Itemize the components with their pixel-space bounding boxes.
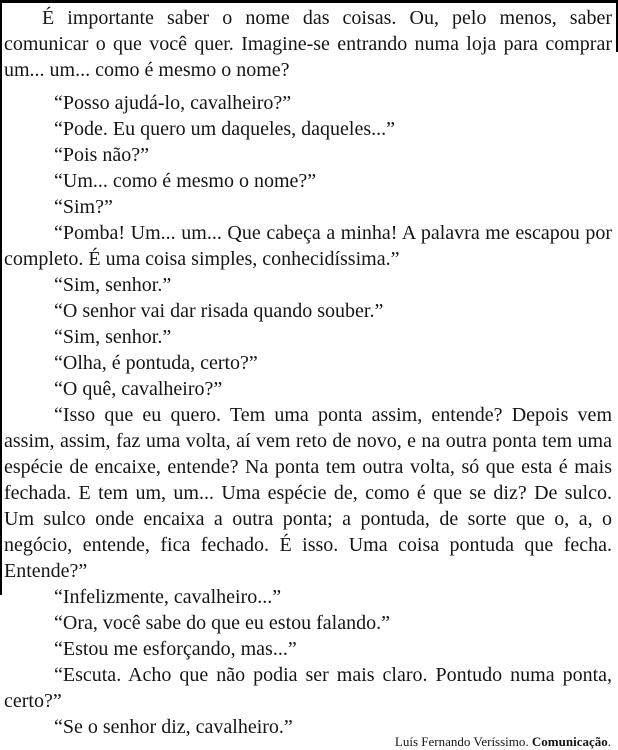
attribution-title: Comunicação	[531, 734, 608, 749]
intro-paragraph: É importante saber o nome das coisas. Ou, pelo menos, saber comunicar o que você quer. Imagine-se entrando numa loja para comprar um... um... como é mesmo o nome?	[4, 7, 612, 81]
dialogue-line: “Pois não?”	[54, 144, 149, 166]
dialogue-line: “Pode. Eu quero um daqueles, daqueles...”	[54, 118, 396, 140]
dialogue-line: “Posso ajudá-lo, cavalheiro?”	[54, 92, 292, 114]
dialogue-line: “Pomba! Um... um... Que cabeça a minha! A palavra me escapou por completo. É uma coisa simples, conhecidíssima.”	[4, 222, 612, 270]
dialogue-line: “Ora, você sabe do que eu estou falando.”	[54, 612, 390, 634]
story-text-block	[4, 5, 612, 740]
dialogue-line: “Um... como é mesmo o nome?”	[54, 170, 317, 192]
attribution	[395, 734, 611, 749]
dialogue-line: “Se o senhor diz, cavalheiro.”	[54, 716, 293, 738]
attribution-author: Luís Fernando Veríssimo.	[394, 734, 532, 749]
dialogue-line: “Sim, senhor.”	[54, 326, 172, 348]
dialogue-line: “O senhor vai dar risada quando souber.”	[54, 300, 384, 322]
dialogue-line: “O quê, cavalheiro?”	[54, 378, 223, 400]
dialogue-line: “Olha, é pontuda, certo?”	[54, 352, 258, 374]
dialogue-line: “Isso que eu quero. Tem uma ponta assim, entende? Depois vem assim, assim, faz uma volta, aí vem reto de novo, e na outra ponta tem uma espécie de encaixe, entende? Na ponta tem outra volta, só que esta é mais fechada. E tem um, um... Uma espécie de, como é que se diz? De sulco. Um sulco onde encaixa a outra ponta; a pontuda, de sorte que o, a, o negócio, entende, fica fechado. É isso. Uma coisa pontuda que fecha. Entende?”	[4, 404, 612, 582]
dialogue-line: “Escuta. Acho que não podia ser mais claro. Pontudo numa ponta, certo?”	[4, 664, 612, 712]
dialogue-line: “Infelizmente, cavalheiro...”	[54, 586, 282, 608]
attribution-period: .	[607, 734, 611, 749]
page-border-left	[0, 0, 2, 595]
dialogue-line: “Sim?”	[54, 196, 113, 218]
page-border-top	[0, 0, 618, 3]
dialogue-line: “Sim, senhor.”	[54, 274, 172, 296]
dialogue-line: “Estou me esforçando, mas...”	[54, 638, 297, 660]
